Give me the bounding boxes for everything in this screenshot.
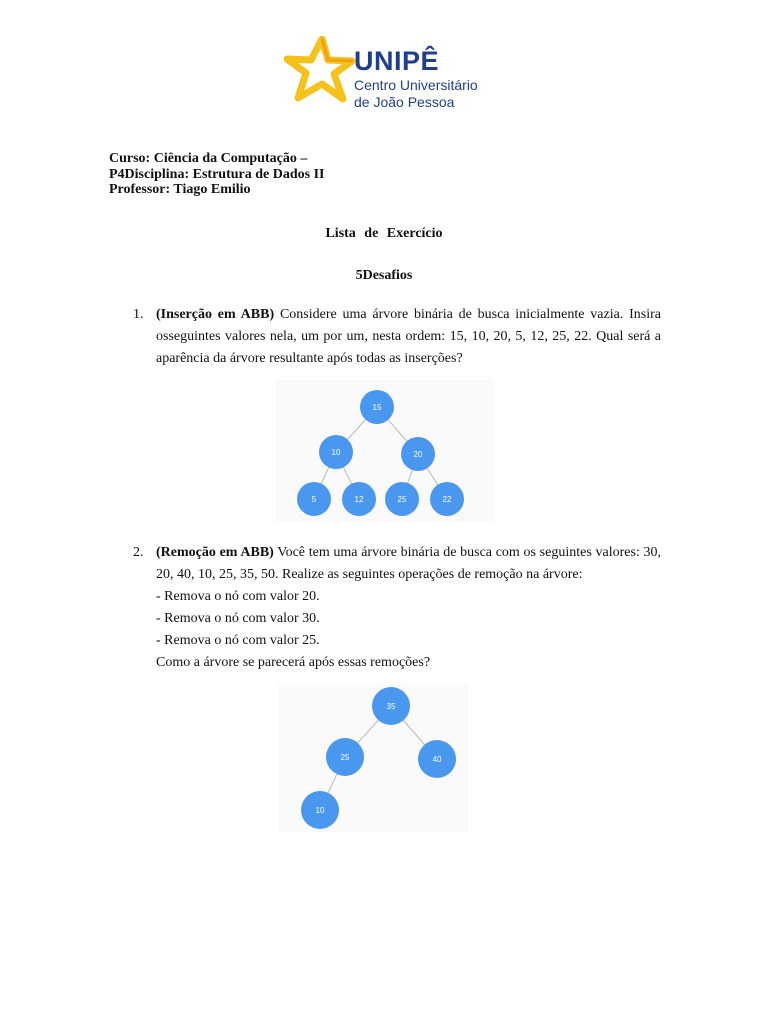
tree1-node-label: 5 — [311, 495, 317, 504]
tree2-node — [301, 791, 339, 829]
tree1-node — [342, 482, 376, 516]
question-1-body — [156, 304, 661, 370]
question-2 — [133, 542, 661, 674]
tree1-node — [430, 482, 464, 516]
question-2-number: 2. — [133, 545, 144, 560]
tree2-node-label: 40 — [432, 755, 442, 764]
question-2-intro — [156, 542, 661, 586]
tree1-node-label: 20 — [413, 450, 423, 459]
tree1-node — [401, 437, 435, 471]
tree-diagram-1 — [276, 380, 494, 522]
tree2-node — [372, 687, 410, 725]
page-title: Lista de Exercício — [325, 226, 443, 241]
question-1 — [133, 304, 661, 370]
tree2-node-label: 25 — [340, 753, 350, 762]
question-1-text: Considere uma árvore binária de busca inicialmente vazia. Insira osseguintes valores nela, um por um, nesta ordem: 15, 10, 20, 5, 12, 25, 22. Qual será a aparência da árvore resultante após todas as inserções? — [156, 307, 661, 366]
logo-brand: UNIPÊ — [354, 46, 440, 76]
question-2-text: Você tem uma árvore binária de busca com os seguintes valores: 30, 20, 40, 10, 25, 35, 50. Realize as seguintes operações de remoção na árvore: — [156, 545, 661, 582]
tree2-node-label: 10 — [315, 806, 325, 815]
question-2-heading: (Remoção em ABB) — [156, 545, 274, 560]
question-2-op: - Remova o nó com valor 30. — [156, 611, 320, 626]
tree1-node-label: 25 — [397, 495, 407, 504]
course-line: Curso: Ciência da Computação – — [109, 151, 308, 166]
tree2-node — [418, 740, 456, 778]
tree1-node — [360, 390, 394, 424]
tree1-node — [297, 482, 331, 516]
unipe-logo — [284, 36, 494, 116]
tree1-node-label: 12 — [354, 495, 364, 504]
question-1-number: 1. — [133, 307, 144, 322]
tree2-node — [326, 738, 364, 776]
question-2-body — [156, 542, 661, 674]
question-1-heading: (Inserção em ABB) — [156, 307, 275, 322]
tree-diagram-2 — [278, 685, 468, 832]
professor-line: Professor: Tiago Emilio — [109, 182, 251, 197]
discipline-line: P4Disciplina: Estrutura de Dados II — [109, 166, 325, 182]
star-logo-icon — [284, 36, 356, 106]
tree2-node-label: 35 — [386, 702, 396, 711]
tree1-node — [319, 435, 353, 469]
question-2-op: - Remova o nó com valor 20. — [156, 589, 320, 604]
tree1-node-label: 15 — [372, 403, 382, 412]
question-2-op: - Remova o nó com valor 25. — [156, 633, 320, 648]
question-2-closing: Como a árvore se parecerá após essas remoções? — [156, 655, 431, 670]
course-header — [109, 151, 324, 198]
tree1-node — [385, 482, 419, 516]
page-subtitle: 5Desafios — [355, 268, 413, 283]
logo-line-2: de João Pessoa — [354, 94, 455, 110]
tree1-node-label: 22 — [442, 495, 452, 504]
logo-line-1: Centro Universitário — [354, 77, 478, 93]
tree1-node-label: 10 — [331, 448, 341, 457]
